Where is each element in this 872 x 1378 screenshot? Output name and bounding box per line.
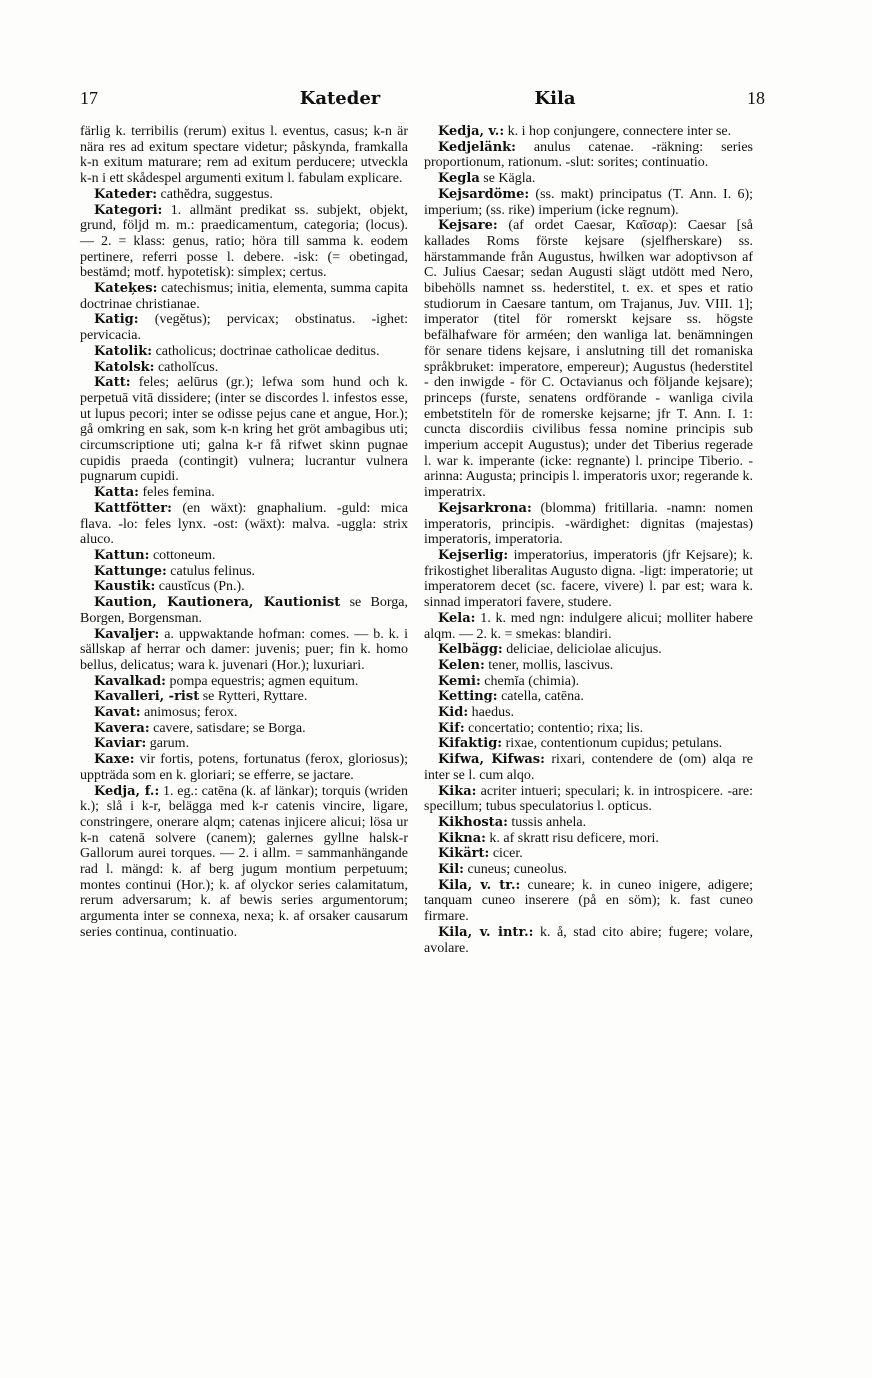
- page-number-left: 17: [80, 88, 98, 108]
- entry-definition: tener, mollis, lascivus.: [488, 657, 614, 673]
- dictionary-entry: [424, 878, 753, 925]
- entry-definition: deliciae, deliciolae alicujus.: [506, 642, 662, 658]
- entry-headword: Kif:: [438, 720, 465, 736]
- dictionary-entry: [424, 721, 753, 737]
- dictionary-entry: [424, 752, 753, 783]
- entry-definition: garum.: [149, 736, 190, 752]
- entry-definition: catholĭcus.: [157, 359, 219, 375]
- entry-headword: Kelbägg:: [438, 642, 503, 658]
- dictionary-entry: [424, 611, 753, 642]
- entry-definition: färlig k. terribilis (rerum) exitus l. eventus, casus; k-n är nära res ad exitum spectare videtur; påskynda, framkalla k-n exitum maturare; rem ad exitum perducere; utveckla k-n i ett skådespel argumenti exitum l. fabulam explicare.: [80, 124, 408, 187]
- entry-definition: (blomma) fritillaria. -namn: nomen imperatoris, principis. -wärdighet: dignitas (majestas) imperatoris, imperatoria.: [424, 500, 753, 548]
- entry-definition: anulus catenae. -räkning: series proportionum, rationum. -slut: sorites; continuatio.: [424, 139, 753, 171]
- entry-definition: a. uppwaktande hofman: comes. — b. k. i sällskap af herrar och damer: juvenis; puer; fin k. homo bellus, delicatus; wara k. juvenari (Hor.); luxuriari.: [80, 626, 409, 673]
- dictionary-entry: [424, 171, 753, 187]
- entry-definition: rixae, contentionum cupidus; petulans.: [505, 736, 723, 752]
- entry-headword: Kaxe:: [94, 752, 135, 768]
- entry-headword: Kattfötter:: [94, 500, 172, 516]
- entry-definition: cuneus; cuneolus.: [467, 862, 568, 878]
- entry-definition: caustĭcus (Pn.).: [158, 579, 245, 595]
- dictionary-entry: [80, 705, 408, 721]
- dictionary-entry: [424, 815, 753, 831]
- entry-headword: Ketting:: [438, 689, 498, 705]
- entry-definition: acriter intueri; speculari; k. in introspicere. -are: specillum; tubus speculatorius l. opticus.: [424, 783, 753, 815]
- dictionary-entry: [80, 548, 408, 564]
- entry-headword: Kikhosta:: [438, 814, 508, 830]
- entry-definition: chemĭa (chimia).: [484, 673, 580, 689]
- entry-headword: Katt:: [94, 375, 131, 391]
- entry-headword: Kid:: [438, 705, 469, 721]
- entry-definition: (vegĕtus); pervicax; obstinatus. -ighet: pervicacia.: [80, 312, 408, 344]
- entry-definition: 1. eg.: catēna (k. af länkar); torquis (wriden k.); slå i k-r, belägga med k-r catenis vincire, ligare, constringere, onerare alqm; catenas injicere alicui; lösa ur k-n catenā solvere (canem); galernes gyllne halsk-r Gallorum aurei torques. — 2. i allm. = sammanhängande rad l. mängd: k. af berg jugum montium perpetuum; montes continui (Hor.); k. af olyckor series calamitatum, rerum adversarum; k. af bewis series argumentorum; argumenta inter se connexa, nexa; k. af orsaker causarum series continua, continuatio.: [80, 783, 408, 940]
- entry-definition: catella, catēna.: [501, 689, 584, 705]
- dictionary-entry: [80, 579, 408, 595]
- dictionary-entry: [80, 281, 408, 312]
- entry-headword: Kavalleri, -rist: [94, 689, 200, 705]
- dictionary-entry: [80, 360, 408, 376]
- entry-definition: feles femina.: [142, 485, 215, 501]
- entry-headword: Kika:: [438, 783, 477, 799]
- entry-definition: se Rytteri, Ryttare.: [202, 689, 308, 705]
- dictionary-entry: [424, 736, 753, 752]
- entry-headword: Kedja, f.:: [94, 783, 160, 799]
- dictionary-entry: [424, 862, 753, 878]
- entry-definition: concertatio; contentio; rixa; lis.: [468, 720, 644, 736]
- entry-definition: imperatorius, imperatoris (jfr Kejsare); k. frikostighet liberalitas Augusto digna. -ligt: imperatorie; ut imperatorem decet (sc. facere, vivere) l. par est; wara k. sinnad imperatori favere, studere.: [424, 547, 753, 611]
- entry-headword: Kejsarkrona:: [438, 500, 532, 516]
- entry-headword: Katolik:: [94, 343, 153, 359]
- entry-headword: Kila, v. intr.:: [438, 924, 534, 940]
- entry-headword: Kaution, Kautionera, Kautionist: [94, 595, 341, 611]
- entry-headword: Kedjelänk:: [438, 139, 516, 155]
- entry-headword: Kila, v. tr.:: [438, 877, 521, 893]
- entry-definition: catholicus; doctrinae catholicae deditus.: [155, 343, 380, 359]
- entry-headword: Kateder:: [94, 186, 158, 202]
- dictionary-entry: [424, 124, 753, 140]
- running-head-right: Kila: [534, 88, 576, 109]
- entry-definition: 1. k. med ngn: indulgere alicui; molliter habere alqm. — 2. k. = smekas: blandiri.: [424, 610, 753, 642]
- dictionary-entry: [424, 784, 753, 815]
- dictionary-entry: [80, 375, 408, 485]
- dictionary-entry: [80, 485, 408, 501]
- page-header: [80, 88, 765, 112]
- entry-headword: Kavaljer:: [94, 626, 160, 642]
- entry-definition: rixari, contendere de (om) alqa re inter se l. cum alqo.: [424, 752, 753, 783]
- dictionary-entry: [424, 187, 753, 218]
- dictionary-entry: [424, 689, 753, 705]
- entry-definition: k. å, stad cito abire; fugere; volare, avolare.: [424, 924, 753, 956]
- dictionary-entry: [80, 674, 408, 690]
- entry-headword: Kejserlig:: [438, 547, 509, 563]
- right-column: [424, 124, 753, 956]
- entry-headword: Katig:: [94, 312, 139, 328]
- dictionary-entry: [80, 595, 408, 626]
- page-number-right: 18: [747, 88, 765, 108]
- entry-definition: cicer.: [492, 846, 523, 862]
- dictionary-entry: [424, 925, 753, 956]
- entry-headword: Kavalkad:: [94, 673, 166, 689]
- entry-headword: Kaviar:: [94, 736, 147, 752]
- dictionary-entry: [80, 627, 408, 674]
- entry-definition: catulus felinus.: [170, 563, 256, 579]
- entry-definition: se Kägla.: [483, 171, 536, 187]
- entry-headword: Kil:: [438, 862, 464, 878]
- entry-definition: feles; aelūrus (gr.); lefwa som hund och k. perpetuā vitā dissidere; (inter se discordes l. infestos esse, ut lupus pecori; inter se odisse pejus cane et angue, Hor.); gå omkring en sak, som k-n kring het gröt ambagibus uti; circumscriptione uti; galna k-r få rifwet skinn pugnae cupidis praeda (contingit) vulnera; lucrantur vulnera pugnarum cupidi.: [80, 375, 408, 485]
- entry-headword: Kateķes:: [94, 281, 158, 297]
- dictionary-entry: [80, 187, 408, 203]
- dictionary-entry: [80, 312, 408, 343]
- entry-headword: Kejsardöme:: [438, 186, 530, 202]
- entry-headword: Kattun:: [94, 547, 150, 563]
- dictionary-entry: [80, 784, 408, 941]
- dictionary-entry: [424, 658, 753, 674]
- entry-definition: cottoneum.: [152, 547, 216, 563]
- entry-headword: Katta:: [94, 485, 139, 501]
- entry-headword: Kedja, v.:: [438, 124, 505, 139]
- dictionary-entry: [80, 689, 408, 705]
- entry-definition: pompa equestris; agmen equitum.: [169, 673, 359, 689]
- entry-headword: Kelen:: [438, 657, 485, 673]
- entry-definition: cuneare; k. in cuneo inigere, adigere; tanquam cuneo inserere (på en söm); k. fast cuneo firmare.: [424, 877, 753, 925]
- entry-headword: Kaustik:: [94, 579, 156, 595]
- entry-definition: (af ordet Caesar, Καῖσαρ): Caesar [så kallades Roms förste kejsare (sjelfherskare) ss. härstammande från Augustus, hwilken war adoptivson af C. Julius Caesar; sedan Augusti slägt utdött med Nero, bibehölls namnet ss. hederstitel, t. ex. et spes et ratio studiorum in Caesare tantum, om Trajanus, Juv. VIII. 1]; imperator (titel för romerskt kejsare ss. högste befälhafware för arméen; den wanliga lat. benämningen för senare tidens kejsare, i anslutning till det romaniska språkbruket: imperatore, empereur); Augustus (hederstitel - den inwigde - för C. Octavianus och följande kejsare); princeps (furste, senatens ordförande - wanliga civila embetstiteln för de romerske kejsarne; jfr T. Ann. I. 1: cuncta discordiis civilibus fessa nomine principis sub imperium accepit Augustus); under det Tiberius regerade l. war k. imperante (icke: regnante) l. principe Tiberio. -arinna: Augusta; principis l. imperatoris uxor; regerande k. imperatrix.: [424, 218, 754, 501]
- dictionary-entry: [424, 548, 753, 611]
- entry-headword: Kavat:: [94, 705, 141, 721]
- entry-headword: Kemi:: [438, 673, 481, 689]
- dictionary-entry: [424, 140, 753, 171]
- entry-headword: Kela:: [438, 610, 476, 626]
- entry-headword: Kegla: [438, 171, 480, 187]
- dictionary-entry: [424, 218, 753, 501]
- entry-headword: Kategori:: [94, 202, 163, 218]
- entry-definition: se Borga, Borgen, Borgensman.: [80, 595, 408, 626]
- dictionary-entry: [80, 564, 408, 580]
- dictionary-entry: [80, 124, 408, 187]
- dictionary-entry: [424, 674, 753, 690]
- entry-definition: tussis anhela.: [511, 814, 587, 830]
- entry-definition: k. af skratt risu deficere, mori.: [489, 830, 659, 846]
- running-head-left: Kateder: [299, 88, 381, 109]
- entry-headword: Kikna:: [438, 830, 486, 846]
- entry-headword: Kifwa, Kifwas:: [438, 752, 545, 768]
- entry-definition: (ss. makt) principatus (T. Ann. I. 6); imperium; (ss. rike) imperium (icke regnum).: [424, 186, 754, 218]
- dictionary-entry: [80, 344, 408, 360]
- entry-definition: animosus; ferox.: [144, 705, 238, 721]
- dictionary-entry: [80, 752, 408, 783]
- entry-headword: Kattunge:: [94, 563, 167, 579]
- left-column: [80, 124, 408, 941]
- entry-definition: cavere, satisdare; se Borga.: [153, 720, 306, 736]
- entry-definition: (en wäxt): gnaphalium. -guld: mica flava. -lo: feles lynx. -ost: (wäxt): malva. -uggla: strix aluco.: [80, 500, 408, 548]
- entry-definition: haedus.: [471, 705, 515, 721]
- dictionary-entry: [424, 642, 753, 658]
- entry-definition: catechismus; initia, elementa, summa capita doctrinae christianae.: [80, 281, 408, 312]
- entry-definition: k. i hop conjungere, connectere inter se.: [507, 124, 732, 139]
- dictionary-entry: [80, 736, 408, 752]
- dictionary-entry: [424, 501, 753, 548]
- entry-definition: vir fortis, potens, fortunatus (ferox, gloriosus); uppträda som en k. gloriari; se efferre, se jactare.: [80, 752, 409, 783]
- entry-headword: Kifaktig:: [438, 736, 503, 752]
- dictionary-entry: [424, 846, 753, 862]
- entry-headword: Katolsk:: [94, 359, 155, 375]
- dictionary-entry: [80, 501, 408, 548]
- dictionary-entry: [80, 203, 408, 282]
- entry-headword: Kavera:: [94, 720, 150, 736]
- entry-headword: Kikärt:: [438, 846, 490, 862]
- dictionary-entry: [424, 705, 753, 721]
- dictionary-entry: [424, 831, 753, 847]
- entry-definition: 1. allmänt predikat ss. subjekt, objekt, grund, följd m. m.: praedicamentum, categoria; (locus). — 2. = klass: genus, ratio; höra till samma k. eodem pertinere, referri posse l. debere. -isk: (= obetingad, bestämd; motf. hypotetisk): simplex; certus.: [80, 202, 409, 281]
- entry-definition: cathĕdra, suggestus.: [160, 186, 273, 202]
- entry-headword: Kejsare:: [438, 218, 498, 234]
- dictionary-entry: [80, 721, 408, 737]
